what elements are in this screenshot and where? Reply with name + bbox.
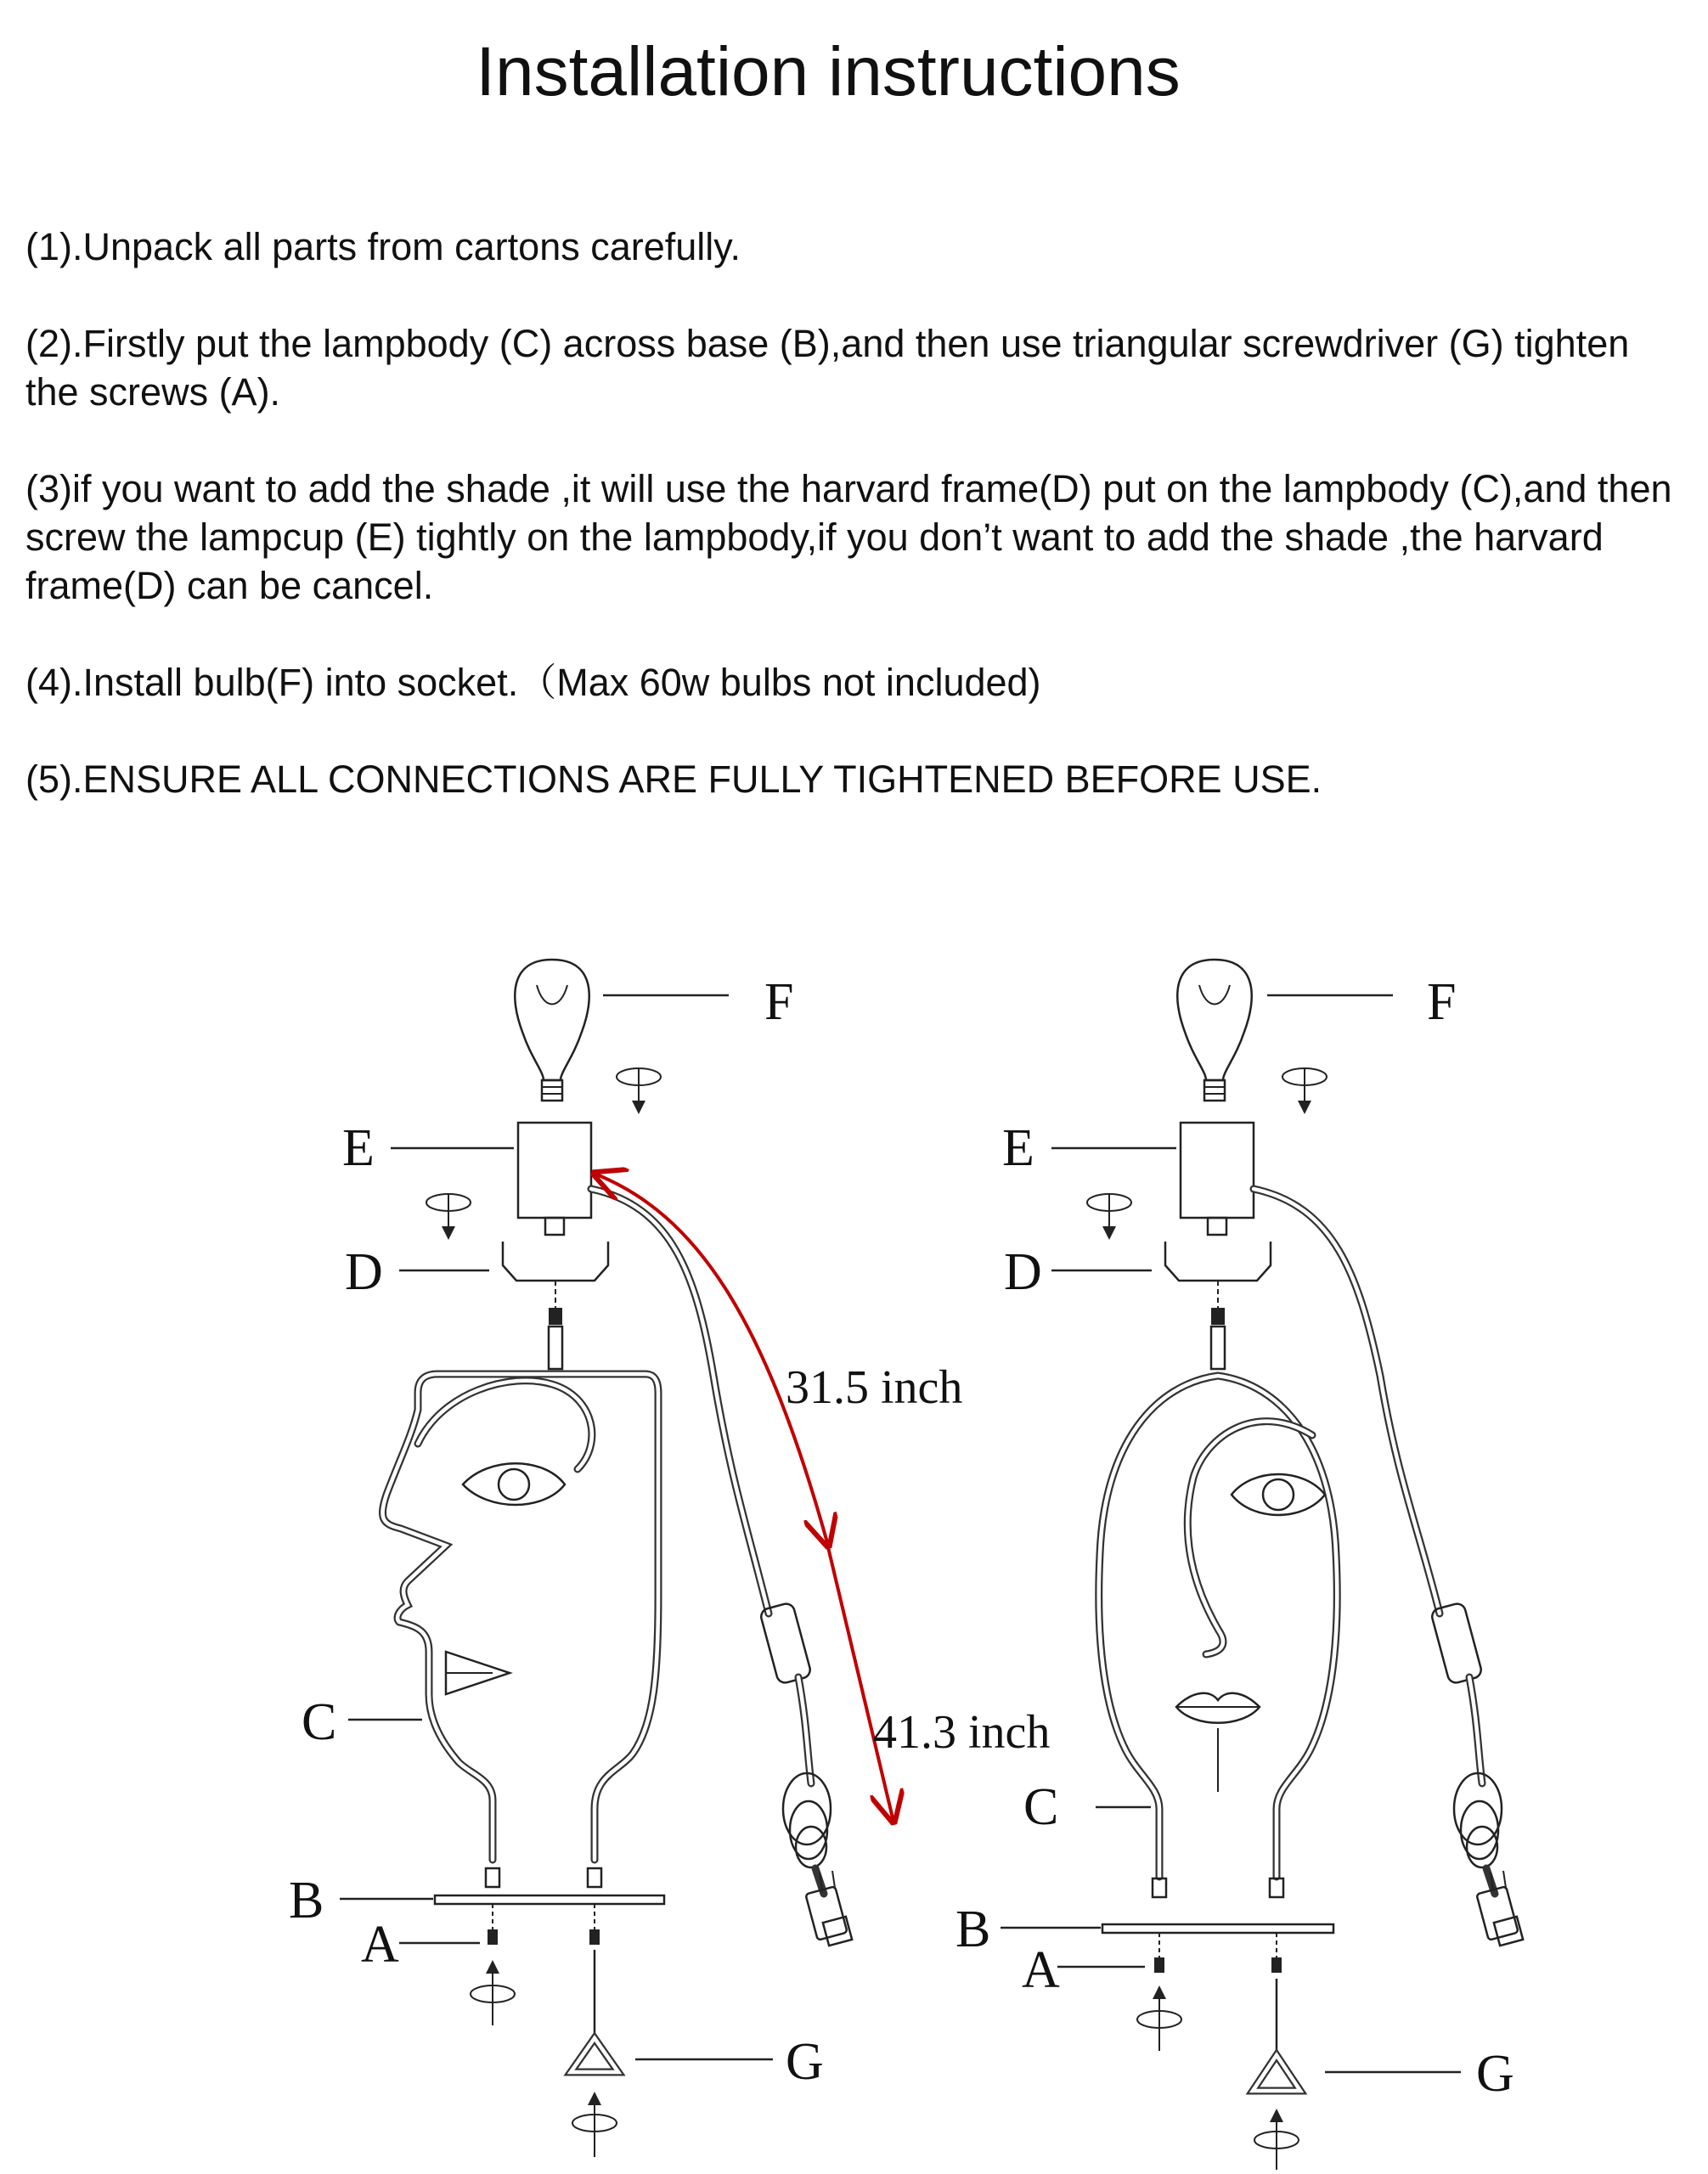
lampbody-side-profile [382, 1374, 658, 1860]
label-g-right: G [1476, 2045, 1514, 2103]
lampcup-icon [518, 1123, 591, 1218]
bulb-icon [1177, 960, 1251, 1101]
screw-icon [1154, 1957, 1164, 1973]
step-1: (1).Unpack all parts from cartons carefully. [25, 225, 741, 268]
right-lamp-diagram [1001, 960, 1523, 2170]
page-title: Installation instructions [476, 33, 1181, 110]
power-cord [591, 1189, 852, 1946]
rotate-arrow-icon [572, 2093, 617, 2157]
rotate-arrow-icon [617, 1068, 661, 1112]
rotate-arrow-icon [1254, 2110, 1299, 2170]
label-d: D [345, 1243, 383, 1301]
rotate-arrow-icon [1282, 1068, 1327, 1112]
cord-measure-arrow-2 [828, 1547, 893, 1822]
label-d-right: D [1004, 1243, 1042, 1301]
cord-length-2: 41.3 inch [873, 1706, 1051, 1759]
label-a-right: A [1022, 1941, 1060, 1999]
base-plate-icon [435, 1895, 664, 1904]
label-b: B [289, 1872, 324, 1929]
step-5: (5).ENSURE ALL CONNECTIONS ARE FULLY TIGHTENED BEFORE USE. [25, 758, 1322, 801]
screw-icon [488, 1929, 498, 1945]
rotate-arrow-icon [471, 1962, 515, 2025]
harvard-frame-icon [503, 1242, 608, 1281]
step-4: (4).Install bulb(F) into socket.（Max 60w bulbs not included) [25, 661, 1041, 704]
left-lamp-diagram [340, 960, 893, 2157]
label-e-right: E [1002, 1119, 1034, 1177]
rotate-arrow-icon [1137, 1987, 1181, 2051]
triangular-screwdriver-icon [571, 1950, 618, 2072]
label-c-right: C [1023, 1778, 1059, 1836]
base-plate-icon [1102, 1924, 1333, 1933]
screw-icon [1271, 1957, 1282, 1973]
label-f-right: F [1427, 973, 1457, 1031]
step-2: (2).Firstly put the lampbody (C) across base (B),and then use triangular screwdriver (G) tighten the screws (A). [25, 322, 1630, 414]
rotate-arrow-icon [426, 1194, 471, 1238]
lampbody-front-face [1099, 1376, 1338, 1877]
bulb-icon [515, 960, 589, 1101]
label-c: C [302, 1693, 337, 1751]
rotate-arrow-icon [1087, 1194, 1131, 1238]
cord-length-1: 31.5 inch [786, 1361, 963, 1414]
label-e: E [342, 1119, 375, 1177]
label-a: A [361, 1916, 399, 1974]
power-cord [1254, 1189, 1523, 1946]
screw-icon [589, 1929, 600, 1945]
harvard-frame-icon [1165, 1242, 1271, 1281]
lampcup-icon [1181, 1123, 1254, 1218]
step-3: (3)if you want to add the shade ,it will use the harvard frame(D) put on the lampbody (C),and then screw the lampcup (E) tightly on the lampbody,if you don’t want to add the shade ,the harvard frame(D) can be cancel. [25, 467, 1672, 607]
label-b-right: B [955, 1901, 991, 1958]
label-f: F [764, 973, 794, 1031]
label-g: G [786, 2033, 824, 2091]
triangular-screwdriver-icon [1253, 1979, 1300, 2091]
